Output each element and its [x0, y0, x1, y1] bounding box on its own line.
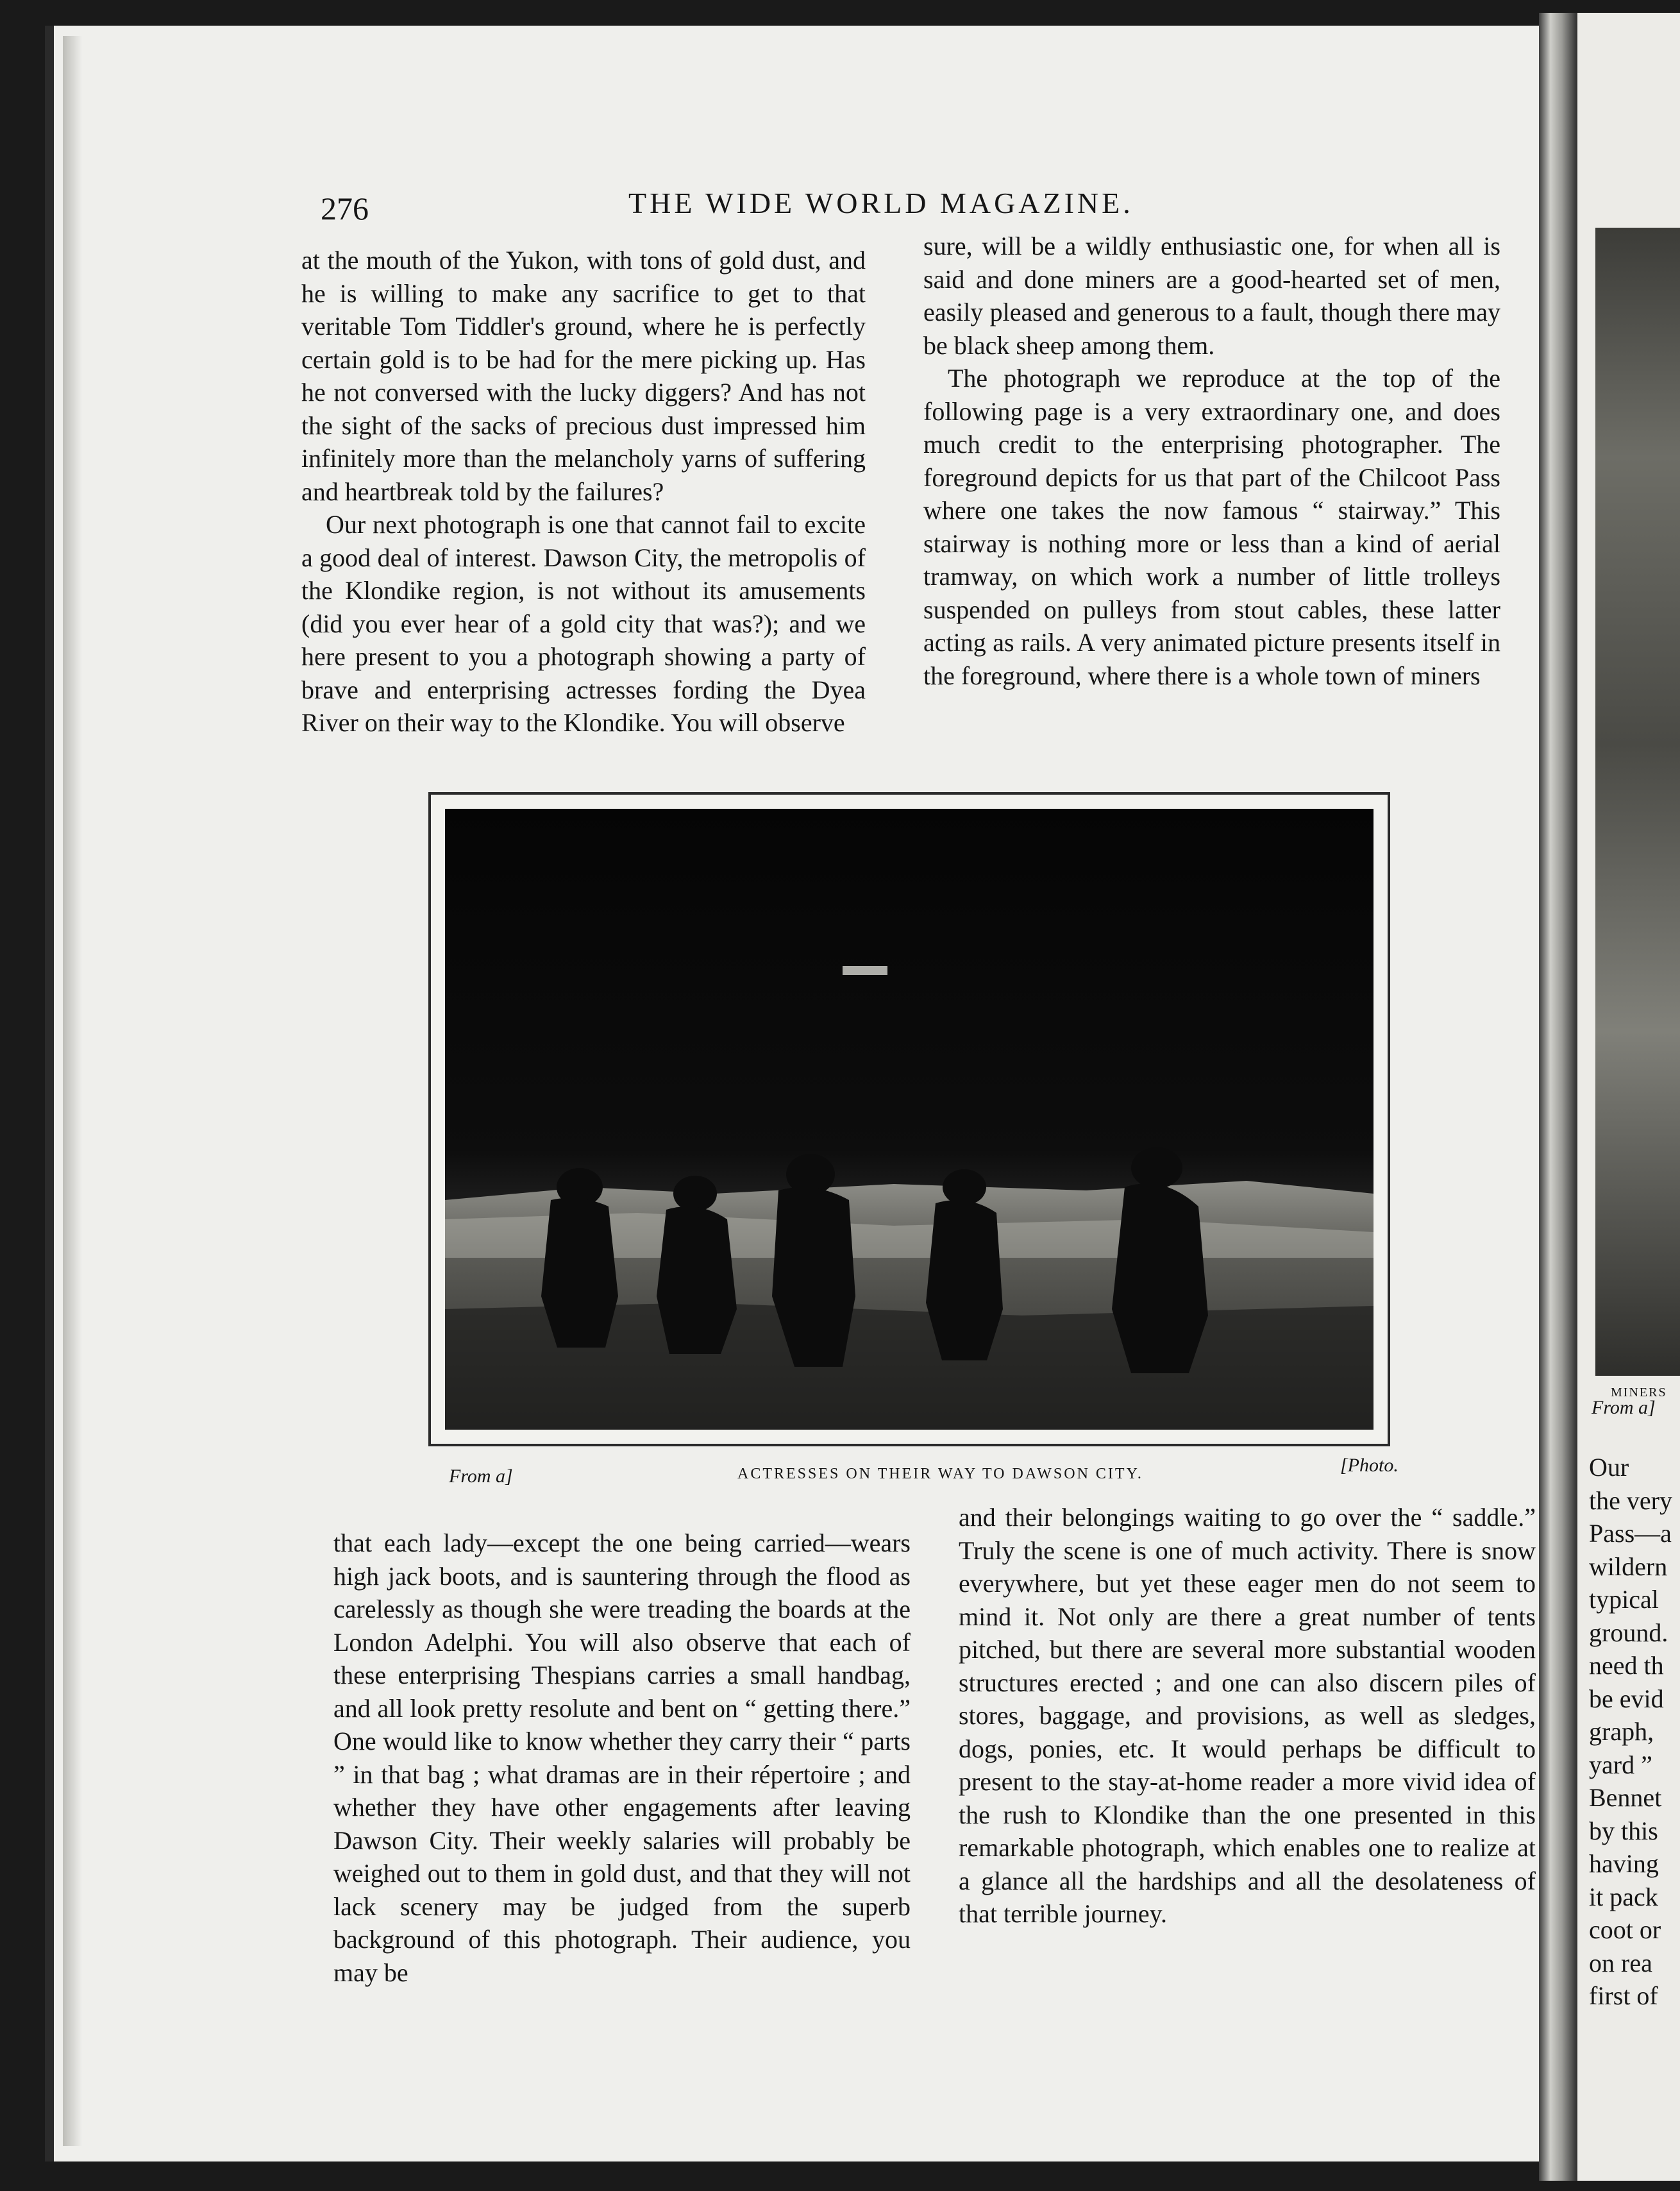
facing-caption-source: From a] — [1592, 1397, 1656, 1418]
paragraph: that each lady—except the one being carried—wears high jack boots, and is sauntering through the flood as carelessly as though she were treading the boards at the London Adelphi. You will also observe that each of these enterprising Thespians carries a small handbag, and all look pretty resolute and bent on “ getting there.” One would like to know whether they carry their “ parts ” in that bag ; what dramas are in their répertoire ; and whether they have other engagements after leaving Dawson City. Their weekly salaries will probably be weighed out to them in gold dust, and that they will not lack scenery may be judged from the superb background of this photograph. Their audience, you may be — [333, 1528, 911, 1987]
caption-source: From a] — [449, 1466, 513, 1487]
facing-text-line: yard ” — [1589, 1750, 1652, 1779]
sky-speck — [843, 966, 887, 975]
facing-text-line: graph, — [1589, 1717, 1654, 1746]
column-top-left — [301, 244, 866, 740]
facing-text-line: Our — [1589, 1453, 1629, 1482]
paragraph: Our next photograph is one that cannot fail to excite a good deal of interest. Dawson City, the metropolis of the Klondike region, is not without its amusements (did you ever hear of a gold city that was?); and we here present to you a photograph showing a party of brave and enterprising actresses fording the Dyea River on their way to the Klondike. You will observe — [301, 510, 866, 737]
facing-text-line: wildern — [1589, 1552, 1668, 1581]
facing-caption-title: MINERS — [1611, 1385, 1667, 1400]
facing-text-line: having — [1589, 1849, 1659, 1878]
photograph-frame — [428, 792, 1390, 1446]
facing-text-line: first of — [1589, 1981, 1658, 2010]
facing-page-photograph — [1595, 228, 1680, 1376]
facing-text-line: Bennet — [1589, 1783, 1662, 1812]
facing-text-line: need th — [1589, 1651, 1664, 1680]
facing-text-line: on rea — [1589, 1948, 1652, 1977]
column-bottom-right — [959, 1501, 1536, 1931]
facing-text-line: Pass—a — [1589, 1519, 1672, 1548]
magazine-title: THE WIDE WORLD MAGAZINE. — [628, 187, 1134, 219]
book-gutter — [1539, 13, 1577, 2181]
paragraph: at the mouth of the Yukon, with tons of gold dust, and he is willing to make any sacrifice to get to that veritable Tom Tiddler's ground, where he is perfectly certain gold is to be had for the mere picking up. Has he not conversed with the lucky diggers? And has not the sight of the sacks of precious dust impressed him infinitely more than the melancholy yarns of suffering and heartbreak told by the failures? — [301, 246, 866, 506]
facing-text-line: typical — [1589, 1585, 1659, 1614]
page-number: 276 — [321, 190, 369, 226]
facing-text-line: by this — [1589, 1816, 1658, 1845]
column-top-right — [923, 230, 1500, 692]
page-edge-shadow — [63, 36, 82, 2146]
paragraph: The photograph we reproduce at the top of the following page is a very extraordinary one, and does much credit to the enterprising photographer. The foreground depicts for us that part of the Chilcoot Pass where one takes the now famous “ stairway.” This stairway is nothing more or less than a kind of aerial tramway, on which work a number of little trolleys suspended on pulleys from stout cables, these latter acting as rails. A very animated picture presents itself in the foreground, where there is a whole town of miners — [923, 364, 1500, 690]
facing-text-line: it pack — [1589, 1882, 1658, 1911]
facing-text-line: be evid — [1589, 1684, 1664, 1713]
facing-text-line: ground. — [1589, 1618, 1668, 1647]
paragraph: and their belongings waiting to go over the “ saddle.” Truly the scene is one of much activity. There is snow everywhere, but yet these eager men do not seem to mind it. Not only are there a great number of tents pitched, but there are several more substantial wooden structures erected ; and one can also discern piles of stores, baggage, and provisions, as well as sledges, dogs, ponies, etc. It would perhaps be difficult to present to the stay-at-home reader a more vivid idea of the rush to Klondike than the one presented in this remarkable photograph, which enables one to realize at a glance all the hardships and all the desolateness of that terrible journey. — [959, 1503, 1536, 1928]
facing-text-line: coot or — [1589, 1915, 1661, 1944]
figure-caption: ACTRESSES ON THEIR WAY TO DAWSON CITY. — [737, 1466, 1143, 1482]
column-bottom-left — [333, 1527, 911, 1989]
caption-photo-credit: [Photo. — [1340, 1455, 1399, 1476]
actresses-photograph — [445, 809, 1373, 1430]
facing-text-line: the very — [1589, 1485, 1672, 1515]
paragraph: sure, will be a wildly enthusiastic one, for when all is said and done miners are a good-hearted set of men, easily pleased and generous to a fault, though there may be black sheep among them. — [923, 232, 1500, 360]
